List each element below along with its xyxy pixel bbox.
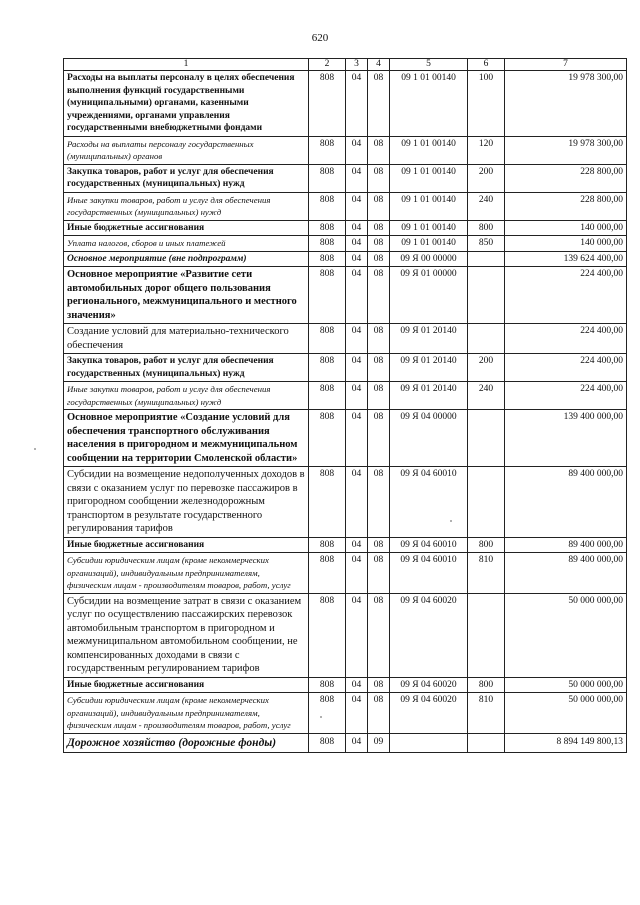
row-target-code: 09 Я 00 00000 [390, 251, 468, 267]
row-target-code: 09 Я 01 20140 [390, 324, 468, 354]
row-target-code: 09 Я 04 60010 [390, 553, 468, 594]
row-subsection-code: 08 [368, 236, 390, 252]
row-section-code: 04 [346, 733, 368, 752]
row-name: Субсидии юридическим лицам (кроме некоммерческих организаций), индивидуальным предпринимателям, физическим лицам - производителям товаров, работ, услуг [64, 553, 309, 594]
table-row [64, 537, 627, 553]
table-row [64, 410, 627, 467]
row-ministry-code: 808 [309, 71, 346, 137]
row-ministry-code: 808 [309, 467, 346, 538]
row-subsection-code: 08 [368, 324, 390, 354]
row-subsection-code: 08 [368, 537, 390, 553]
row-ministry-code: 808 [309, 677, 346, 693]
row-amount: 224 400,00 [505, 382, 627, 410]
table-row [64, 467, 627, 538]
row-amount: 50 000 000,00 [505, 693, 627, 734]
row-expense-type: 810 [468, 693, 505, 734]
row-target-code: 09 Я 01 20140 [390, 382, 468, 410]
row-name: Иные бюджетные ассигнования [64, 537, 309, 553]
table-row [64, 192, 627, 220]
row-expense-type: 800 [468, 220, 505, 236]
row-section-code: 04 [346, 354, 368, 382]
row-target-code: 09 Я 04 60020 [390, 677, 468, 693]
row-subsection-code: 09 [368, 733, 390, 752]
row-amount: 224 400,00 [505, 354, 627, 382]
table-row [64, 324, 627, 354]
row-expense-type [468, 251, 505, 267]
row-section-code: 04 [346, 164, 368, 192]
row-name: Уплата налогов, сборов и иных платежей [64, 236, 309, 252]
row-target-code: 09 1 01 00140 [390, 71, 468, 137]
row-target-code: 09 Я 04 60010 [390, 537, 468, 553]
row-target-code: 09 Я 04 60020 [390, 593, 468, 677]
row-expense-type [468, 267, 505, 324]
row-amount: 19 978 300,00 [505, 71, 627, 137]
row-ministry-code: 808 [309, 553, 346, 594]
table-row [64, 164, 627, 192]
table-row [64, 733, 627, 752]
header-col-1: 1 [64, 59, 309, 71]
row-amount: 89 400 000,00 [505, 537, 627, 553]
row-subsection-code: 08 [368, 677, 390, 693]
row-expense-type: 200 [468, 354, 505, 382]
row-section-code: 04 [346, 382, 368, 410]
table-row [64, 220, 627, 236]
table-row [64, 693, 627, 734]
row-subsection-code: 08 [368, 693, 390, 734]
header-col-2: 2 [309, 59, 346, 71]
row-expense-type: 120 [468, 136, 505, 164]
row-expense-type: 800 [468, 677, 505, 693]
row-ministry-code: 808 [309, 220, 346, 236]
row-subsection-code: 08 [368, 354, 390, 382]
row-section-code: 04 [346, 236, 368, 252]
row-section-code: 04 [346, 537, 368, 553]
row-target-code: 09 Я 04 60010 [390, 467, 468, 538]
row-section-code: 04 [346, 267, 368, 324]
row-section-code: 04 [346, 677, 368, 693]
row-subsection-code: 08 [368, 251, 390, 267]
row-section-code: 04 [346, 693, 368, 734]
row-name: Иные бюджетные ассигнования [64, 220, 309, 236]
row-ministry-code: 808 [309, 382, 346, 410]
row-expense-type: 240 [468, 192, 505, 220]
table-row [64, 71, 627, 137]
row-name: Закупка товаров, работ и услуг для обеспечения государственных (муниципальных) нужд [64, 164, 309, 192]
row-ministry-code: 808 [309, 593, 346, 677]
row-ministry-code: 808 [309, 324, 346, 354]
row-amount: 228 800,00 [505, 164, 627, 192]
row-expense-type [468, 324, 505, 354]
table-row [64, 382, 627, 410]
header-col-5: 5 [390, 59, 468, 71]
row-expense-type: 240 [468, 382, 505, 410]
row-amount: 8 894 149 800,13 [505, 733, 627, 752]
header-col-6: 6 [468, 59, 505, 71]
page-number: 620 [311, 32, 329, 44]
row-subsection-code: 08 [368, 71, 390, 137]
row-section-code: 04 [346, 71, 368, 137]
row-ministry-code: 808 [309, 251, 346, 267]
row-amount: 224 400,00 [505, 324, 627, 354]
row-name: Создание условий для материально-технического обеспечения [64, 324, 309, 354]
row-name: Субсидии на возмещение затрат в связи с оказанием услуг по осуществлению пассажирских перевозок автомобильным транспортом в пригородном и межмуниципальном автомобильном сообщении, не компенсированных доходами в связи с государственным регулированием тарифов [64, 593, 309, 677]
row-section-code: 04 [346, 136, 368, 164]
row-amount: 139 400 000,00 [505, 410, 627, 467]
scan-speck [34, 448, 36, 450]
row-subsection-code: 08 [368, 267, 390, 324]
row-target-code [390, 733, 468, 752]
row-target-code: 09 Я 01 20140 [390, 354, 468, 382]
row-ministry-code: 808 [309, 267, 346, 324]
row-expense-type: 200 [468, 164, 505, 192]
row-subsection-code: 08 [368, 410, 390, 467]
row-subsection-code: 08 [368, 220, 390, 236]
row-target-code: 09 1 01 00140 [390, 220, 468, 236]
row-name: Субсидии на возмещение недополученных доходов в связи с оказанием услуг по перевозке пассажиров в пригородном сообщении железнодорожным транспортом в результате государственного регулирования тарифов [64, 467, 309, 538]
row-name: Расходы на выплаты персоналу в целях обеспечения выполнения функций государственными (муниципальными) органами, казенными учреждениями, органами управления государственными внебюджетными фондами [64, 71, 309, 137]
row-ministry-code: 808 [309, 693, 346, 734]
row-section-code: 04 [346, 192, 368, 220]
row-name: Основное мероприятие (вне подпрограмм) [64, 251, 309, 267]
row-expense-type [468, 467, 505, 538]
row-section-code: 04 [346, 553, 368, 594]
table-row [64, 236, 627, 252]
row-target-code: 09 1 01 00140 [390, 236, 468, 252]
row-subsection-code: 08 [368, 192, 390, 220]
table-row [64, 677, 627, 693]
row-target-code: 09 Я 01 00000 [390, 267, 468, 324]
row-amount: 19 978 300,00 [505, 136, 627, 164]
row-name: Субсидии юридическим лицам (кроме некоммерческих организаций), индивидуальным предпринимателям, физическим лицам - производителям товаров, работ, услуг [64, 693, 309, 734]
scan-speck [450, 520, 452, 522]
row-amount: 228 800,00 [505, 192, 627, 220]
row-target-code: 09 Я 04 60020 [390, 693, 468, 734]
row-expense-type [468, 410, 505, 467]
table-row [64, 136, 627, 164]
row-expense-type: 850 [468, 236, 505, 252]
row-name: Основное мероприятие «Развитие сети автомобильных дорог общего пользования регионального, межмуниципального и местного значения» [64, 267, 309, 324]
row-name: Иные бюджетные ассигнования [64, 677, 309, 693]
row-name: Закупка товаров, работ и услуг для обеспечения государственных (муниципальных) нужд [64, 354, 309, 382]
row-name: Расходы на выплаты персоналу государственных (муниципальных) органов [64, 136, 309, 164]
row-amount: 89 400 000,00 [505, 467, 627, 538]
row-ministry-code: 808 [309, 136, 346, 164]
budget-table [63, 58, 627, 753]
header-col-4: 4 [368, 59, 390, 71]
row-amount: 50 000 000,00 [505, 677, 627, 693]
row-expense-type: 100 [468, 71, 505, 137]
row-expense-type: 810 [468, 553, 505, 594]
header-col-3: 3 [346, 59, 368, 71]
row-amount: 89 400 000,00 [505, 553, 627, 594]
row-name: Основное мероприятие «Создание условий для обеспечения транспортного обслуживания населения в пригородном и межмуниципальном сообщении на территории Смоленской области» [64, 410, 309, 467]
row-section-code: 04 [346, 251, 368, 267]
table-header-row [64, 59, 627, 71]
table-row [64, 267, 627, 324]
header-col-7: 7 [505, 59, 627, 71]
row-section-code: 04 [346, 410, 368, 467]
row-amount: 224 400,00 [505, 267, 627, 324]
row-amount: 140 000,00 [505, 236, 627, 252]
row-section-code: 04 [346, 467, 368, 538]
row-name: Дорожное хозяйство (дорожные фонды) [64, 733, 309, 752]
table-row [64, 553, 627, 594]
row-target-code: 09 1 01 00140 [390, 192, 468, 220]
row-amount: 140 000,00 [505, 220, 627, 236]
table-row [64, 251, 627, 267]
row-expense-type: 800 [468, 537, 505, 553]
row-amount: 50 000 000,00 [505, 593, 627, 677]
row-expense-type [468, 593, 505, 677]
row-subsection-code: 08 [368, 382, 390, 410]
row-target-code: 09 1 01 00140 [390, 164, 468, 192]
row-ministry-code: 808 [309, 164, 346, 192]
table-row [64, 593, 627, 677]
row-amount: 139 624 400,00 [505, 251, 627, 267]
row-expense-type [468, 733, 505, 752]
table-row [64, 354, 627, 382]
row-ministry-code: 808 [309, 192, 346, 220]
row-name: Иные закупки товаров, работ и услуг для обеспечения государственных (муниципальных) нужд [64, 192, 309, 220]
row-ministry-code: 808 [309, 733, 346, 752]
row-subsection-code: 08 [368, 593, 390, 677]
row-subsection-code: 08 [368, 164, 390, 192]
row-subsection-code: 08 [368, 467, 390, 538]
row-ministry-code: 808 [309, 537, 346, 553]
row-name: Иные закупки товаров, работ и услуг для обеспечения государственных (муниципальных) нужд [64, 382, 309, 410]
row-subsection-code: 08 [368, 553, 390, 594]
row-subsection-code: 08 [368, 136, 390, 164]
row-section-code: 04 [346, 593, 368, 677]
scan-speck [320, 716, 322, 718]
row-target-code: 09 Я 04 00000 [390, 410, 468, 467]
row-target-code: 09 1 01 00140 [390, 136, 468, 164]
row-section-code: 04 [346, 324, 368, 354]
row-ministry-code: 808 [309, 410, 346, 467]
row-section-code: 04 [346, 220, 368, 236]
row-ministry-code: 808 [309, 236, 346, 252]
row-ministry-code: 808 [309, 354, 346, 382]
